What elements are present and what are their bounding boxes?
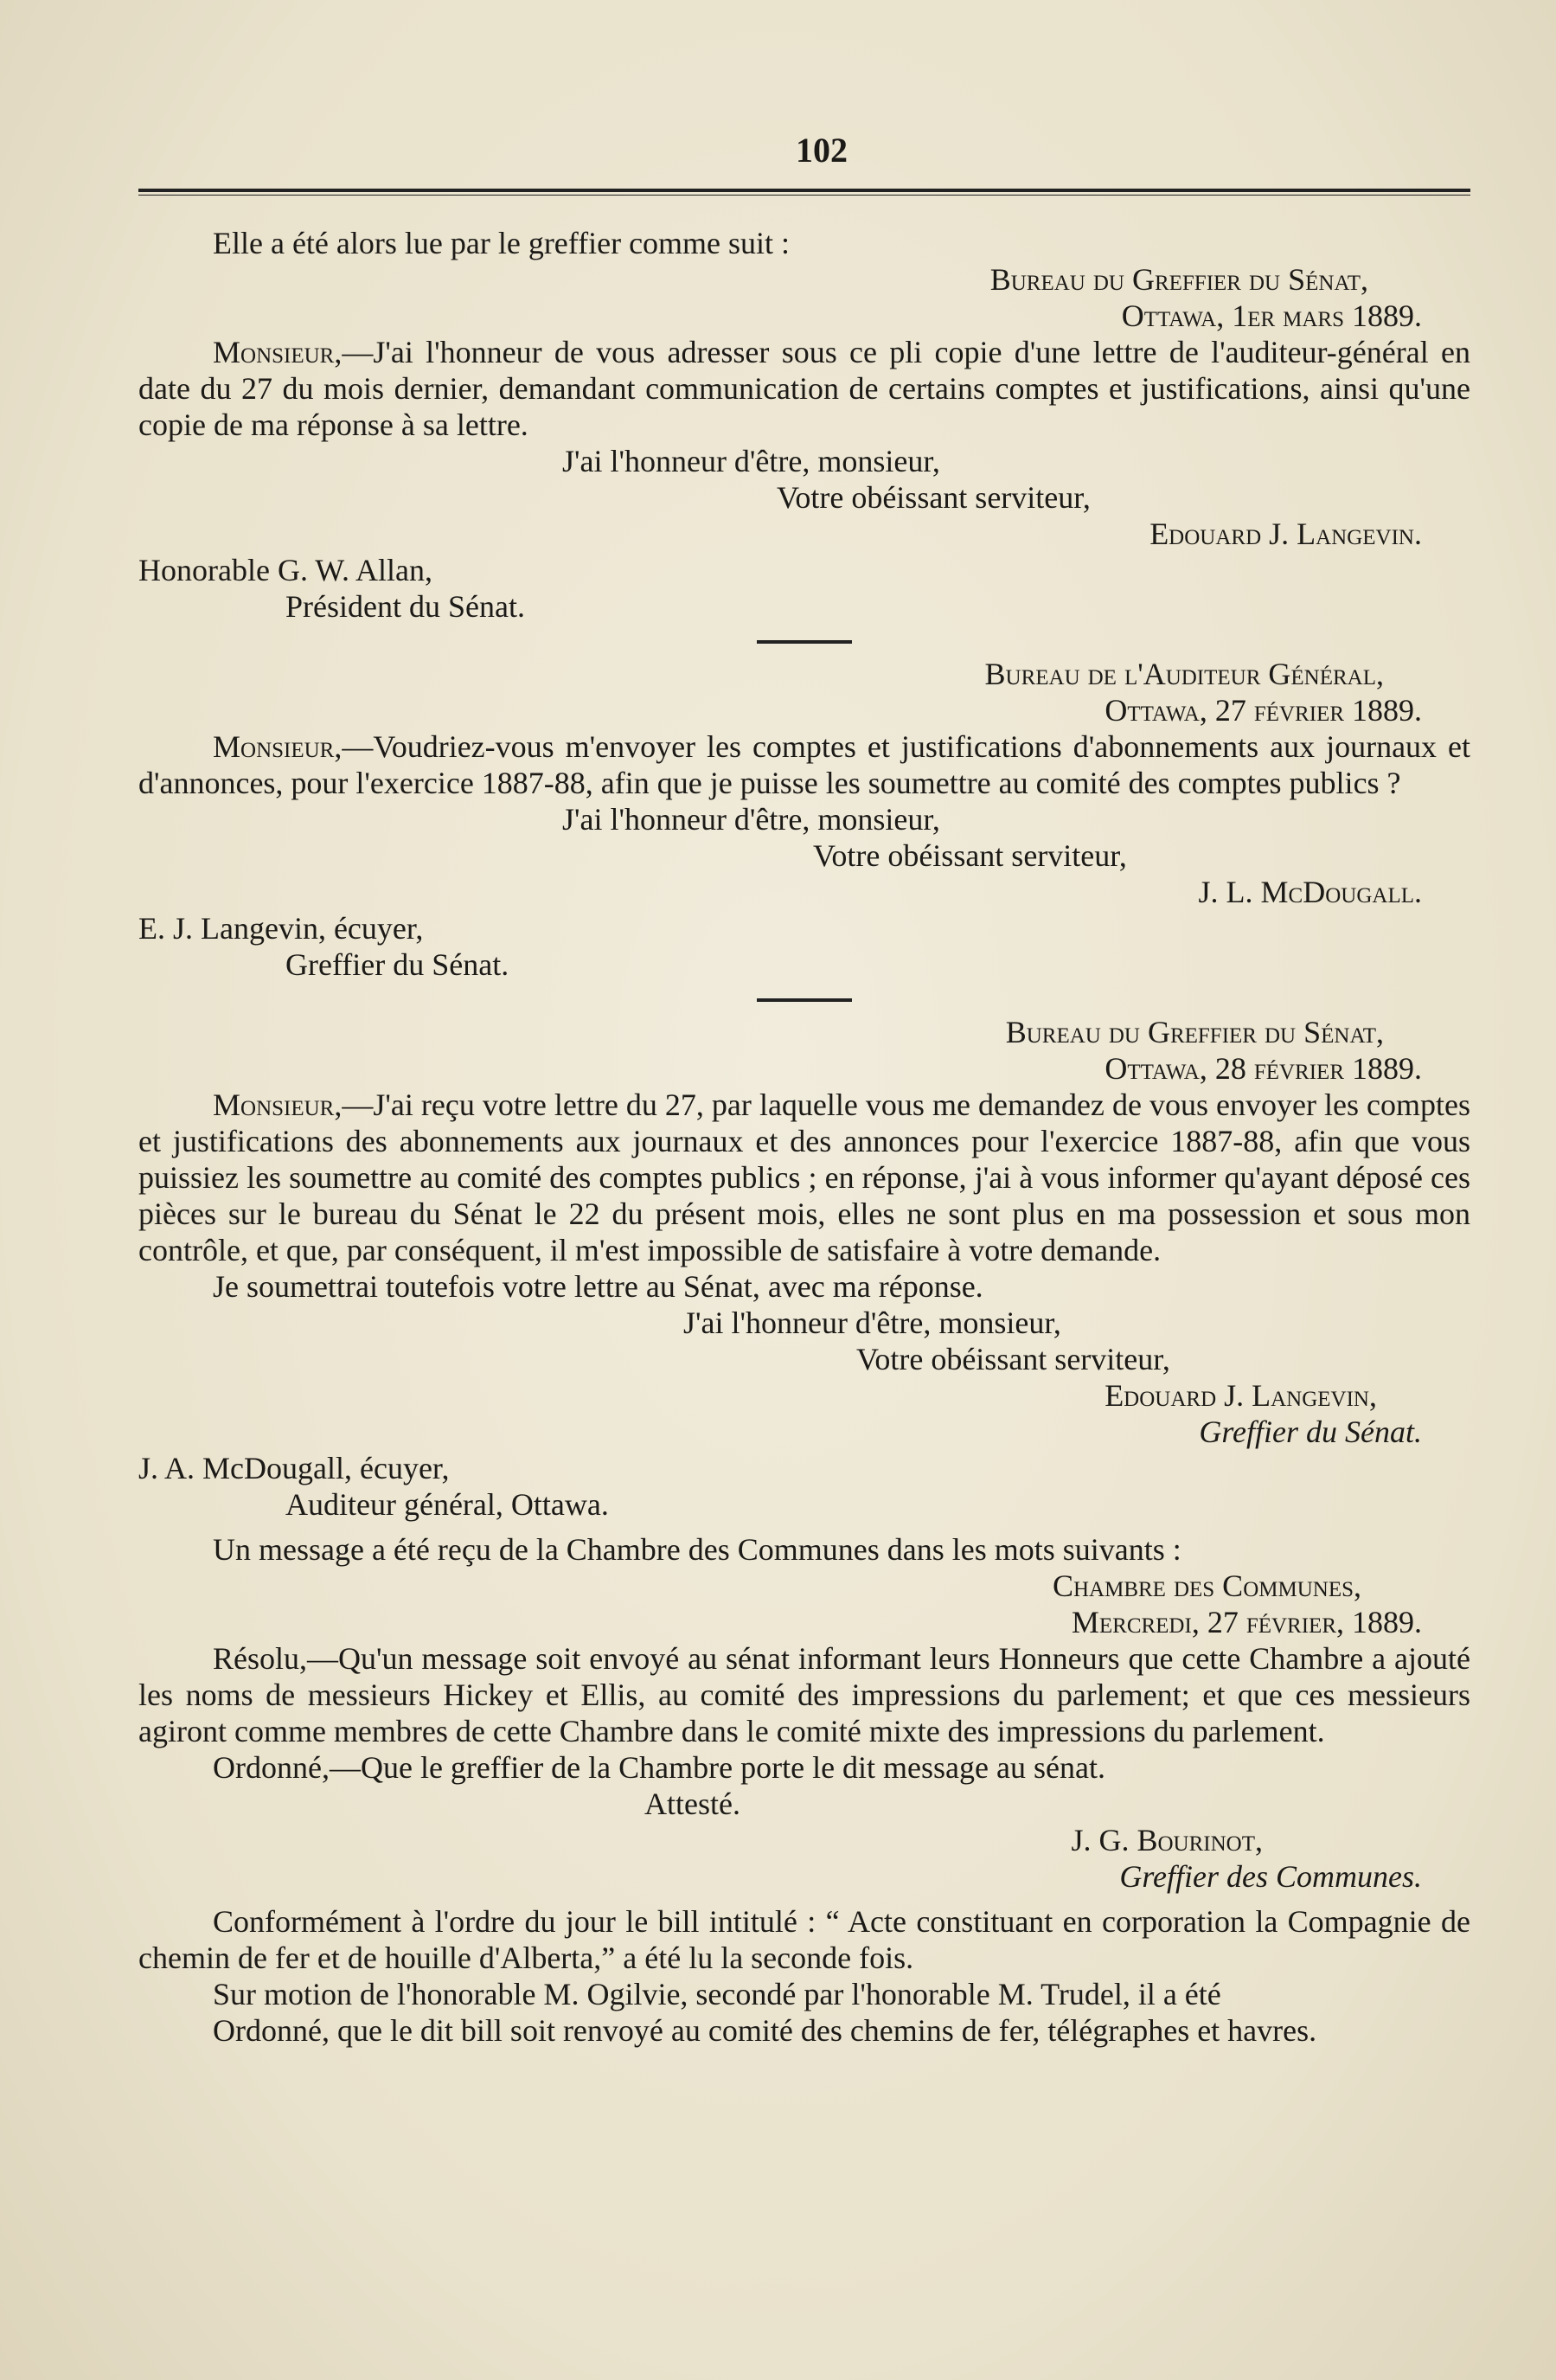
closing-line: J'ai l'honneur d'être, monsieur,: [562, 802, 940, 837]
salutation: Monsieur,: [213, 1087, 343, 1122]
addressee-title: Président du Sénat.: [285, 589, 525, 624]
letter-header-date: Ottawa, 1er mars 1889.: [1121, 298, 1422, 333]
signature: J. G. Bourinot,: [1071, 1823, 1263, 1857]
signature: Edouard J. Langevin.: [1149, 516, 1422, 551]
signature-title: Greffier des Communes.: [1119, 1859, 1422, 1894]
message-header-office: Chambre des Communes,: [1052, 1568, 1361, 1603]
addressee-title: Greffier du Sénat.: [285, 947, 509, 982]
letter-body: [138, 1087, 1470, 1268]
signature: Edouard J. Langevin,: [1105, 1378, 1377, 1413]
letter-header-date: Ottawa, 28 février 1889.: [1105, 1051, 1422, 1086]
page-content: [138, 130, 1470, 2049]
signature: J. L. McDougall.: [1198, 875, 1422, 909]
letter-body: [138, 334, 1470, 443]
addressee-name: [138, 552, 1470, 588]
closing-line: J'ai l'honneur d'être, monsieur,: [683, 1305, 1061, 1340]
intro-line: Elle a été alors lue par le greffier comme suit :: [213, 226, 791, 260]
letter-paragraph: Je soumettrai toutefois votre lettre au Sénat, avec ma réponse.: [213, 1269, 983, 1304]
letter-header-date: Ottawa, 27 février 1889.: [1105, 693, 1422, 728]
letter-text: —J'ai reçu votre lettre du 27, par laquelle vous me demandez de vous envoyer les comptes et justifications des abonnements aux journaux et des annonces pour l'exercice 1887-88, afin que vous puissiez les soumettre au comité des comptes publics ; en réponse, j'ai à vous informer qu'ayant déposé ces pièces sur le bureau du Sénat le 22 du présent mois, elles ne sont plus en ma possession et sous mon contrôle, et que, par conséquent, il m'est impossible de satisfaire à votre demande.: [138, 1087, 1470, 1267]
message-header-date: Mercredi, 27 février, 1889.: [1071, 1605, 1422, 1639]
page-number: 102: [796, 131, 848, 170]
addressee-text: Honorable G. W. Allan,: [138, 553, 432, 587]
letter-text: —Voudriez-vous m'envoyer les comptes et justifications d'abonnements aux journaux et d'annonces, pour l'exercice 1887-88, afin que je puisse les soumettre au comité des comptes publics ?: [138, 729, 1470, 800]
message-intro: Un message a été reçu de la Chambre des Communes dans les mots suivants :: [213, 1532, 1181, 1567]
addressee-name: J. A. McDougall, écuyer,: [138, 1451, 450, 1485]
section-divider: [757, 998, 852, 1002]
salutation: Monsieur,: [213, 729, 343, 764]
order-text: Ordonné,—Que le greffier de la Chambre porte le dit message au sénat.: [213, 1750, 1105, 1785]
letter-header-office: Bureau du Greffier du Sénat,: [1005, 1015, 1384, 1049]
letter-header-office: Bureau du Greffier du Sénat,: [989, 262, 1368, 297]
resolution-body: —Qu'un message soit envoyé au sénat informant leurs Honneurs que cette Chambre a ajouté les noms de messieurs Hickey et Ellis, au comité des impressions du parlement; et que ces messieurs agiront comme membres de cette Chambre dans le comité mixte des impressions du parlement.: [138, 1641, 1470, 1748]
resolution-label: Résolu,: [213, 1641, 308, 1676]
header-rule: [138, 189, 1470, 196]
letter-header-office: Bureau de l'Auditeur Général,: [984, 657, 1384, 691]
resolution-text: [138, 1640, 1470, 1749]
addressee-name: E. J. Langevin, écuyer,: [138, 911, 424, 946]
section-divider: [757, 640, 852, 644]
motion-paragraph: Sur motion de l'honorable M. Ogilvie, secondé par l'honorable M. Trudel, il a été: [213, 1977, 1221, 2011]
signature-title: Greffier du Sénat.: [1199, 1415, 1422, 1449]
attested-label: Attesté.: [644, 1787, 740, 1821]
addressee-title: Auditeur général, Ottawa.: [285, 1487, 609, 1522]
letter-body: [138, 728, 1470, 801]
salutation: Monsieur,: [213, 335, 343, 369]
letter-text: —J'ai l'honneur de vous adresser sous ce pli copie d'une lettre de l'auditeur-général en date du 27 du mois dernier, demandant communication de certains comptes et justifications, ainsi qu'une copie de ma réponse à sa lettre.: [138, 335, 1470, 442]
order-paragraph: Ordonné, que le dit bill soit renvoyé au comité des chemins de fer, télégraphes et havres.: [213, 2013, 1317, 2048]
bill-paragraph: Conformément à l'ordre du jour le bill intitulé : “ Acte constituant en corporation la Compagnie de chemin de fer et de houille d'Alberta,” a été lu la seconde fois.: [138, 1904, 1470, 1975]
closing-line: Votre obéissant serviteur,: [777, 480, 1091, 515]
closing-line: Votre obéissant serviteur,: [856, 1342, 1170, 1376]
closing-line: J'ai l'honneur d'être, monsieur,: [562, 444, 940, 478]
closing-line: Votre obéissant serviteur,: [813, 838, 1127, 873]
